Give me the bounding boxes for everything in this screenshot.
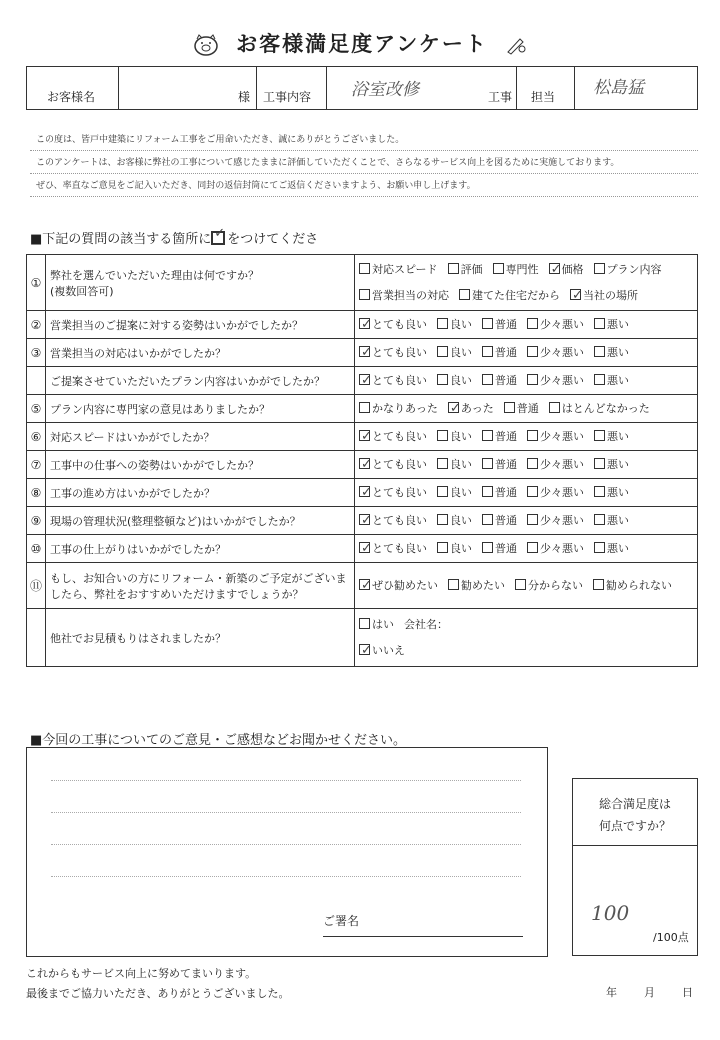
question-text: 工事の進め方はいかがでしたか？ xyxy=(50,486,215,500)
checked-checkbox-icon[interactable] xyxy=(359,458,370,469)
checkbox-icon[interactable] xyxy=(504,402,515,413)
answer-option[interactable] xyxy=(448,579,505,592)
answer-option-label: 悪い xyxy=(607,457,629,471)
question-cell xyxy=(46,395,355,423)
answer-option[interactable] xyxy=(594,542,629,555)
question-number: ① xyxy=(27,255,46,311)
checkbox-icon[interactable] xyxy=(594,458,605,469)
answer-option-label: 悪い xyxy=(607,373,629,387)
answer-option[interactable] xyxy=(482,374,517,387)
checkbox-icon[interactable] xyxy=(482,486,493,497)
answer-option-label: 会社名： xyxy=(404,617,448,631)
answer-option[interactable] xyxy=(437,486,472,499)
answer-option[interactable] xyxy=(437,318,472,331)
answer-option[interactable] xyxy=(593,579,672,592)
checked-checkbox-icon[interactable] xyxy=(359,374,370,385)
answer-option[interactable] xyxy=(527,430,584,443)
checked-checkbox-icon[interactable] xyxy=(359,430,370,441)
question-row xyxy=(27,479,698,507)
questions-table xyxy=(26,254,698,667)
question-text: 工事の仕上がりはいかがでしたか？ xyxy=(50,542,226,556)
answer-option-label: 少々悪い xyxy=(540,429,584,443)
checked-checkbox-icon[interactable] xyxy=(359,318,370,329)
question-cell xyxy=(46,535,355,563)
checkbox-icon[interactable] xyxy=(594,374,605,385)
answer-option-label: ぜひ勧めたい xyxy=(372,578,438,592)
answer-option-label: 悪い xyxy=(607,429,629,443)
answer-option-label: 勧められない xyxy=(606,578,672,592)
answer-option-label: とても良い xyxy=(372,373,427,387)
answer-option-label: とても良い xyxy=(372,485,427,499)
answer-option[interactable] xyxy=(359,514,427,527)
answer-option[interactable] xyxy=(437,514,472,527)
checkbox-icon[interactable] xyxy=(482,374,493,385)
checkbox-icon[interactable] xyxy=(482,458,493,469)
question-number: ⑦ xyxy=(27,451,46,479)
answer-option-label: 普通 xyxy=(495,373,517,387)
question-number xyxy=(27,609,46,667)
answer-option[interactable] xyxy=(437,374,472,387)
answer-option[interactable] xyxy=(594,458,629,471)
person-in-charge-label: 担当 xyxy=(531,90,556,104)
answer-option[interactable] xyxy=(527,514,584,527)
score-value[interactable]: 100 xyxy=(591,901,630,925)
checkbox-icon[interactable] xyxy=(594,263,605,274)
customer-info-box xyxy=(26,66,698,110)
answer-option[interactable] xyxy=(359,430,427,443)
question-row xyxy=(27,535,698,563)
answer-option-label: 普通 xyxy=(495,457,517,471)
answer-option-label: 悪い xyxy=(607,317,629,331)
page-title xyxy=(0,28,720,62)
answer-option-label: 普通 xyxy=(495,317,517,331)
answer-option[interactable] xyxy=(404,618,448,631)
question-number: ⑩ xyxy=(27,535,46,563)
answer-option-label: 悪い xyxy=(607,485,629,499)
answer-option[interactable] xyxy=(359,346,427,359)
question-text: もし、お知合いの方にリフォーム・新築のご予定がございましたら、弊社をおすすめいただけますでしょうか？ xyxy=(50,571,347,601)
work-content-value: 浴室改修 xyxy=(351,80,419,100)
answer-option-label: 少々悪い xyxy=(540,457,584,471)
checked-checkbox-icon[interactable] xyxy=(359,644,370,655)
answer-option-label: 普通 xyxy=(495,429,517,443)
answer-option-label: 専門性 xyxy=(505,262,539,276)
question-cell xyxy=(46,451,355,479)
checkbox-icon[interactable] xyxy=(482,430,493,441)
question-number: ⑪ xyxy=(27,563,46,609)
answer-option[interactable] xyxy=(594,346,629,359)
footer-line-2: 最後までご協力いただき、ありがとうございました。 xyxy=(26,987,290,1000)
checkbox-icon[interactable] xyxy=(437,486,448,497)
answer-option[interactable] xyxy=(527,374,584,387)
question-cell xyxy=(46,255,355,311)
answer-option-label: 良い xyxy=(450,457,472,471)
checkbox-icon[interactable] xyxy=(359,263,370,274)
answer-option[interactable] xyxy=(515,579,583,592)
answer-option[interactable] xyxy=(359,458,427,471)
answer-option[interactable] xyxy=(493,263,539,276)
title-text: お客様満足度アンケート xyxy=(236,32,488,56)
answer-option[interactable] xyxy=(359,263,438,276)
answer-option-label: 対応スピード xyxy=(372,262,438,276)
answer-option[interactable] xyxy=(527,542,584,555)
answer-options xyxy=(355,563,698,609)
answer-option[interactable] xyxy=(459,289,560,302)
answer-option-label: 良い xyxy=(450,345,472,359)
checkbox-icon[interactable] xyxy=(527,458,538,469)
answer-option-label: はい xyxy=(372,617,394,631)
question-number: ⑥ xyxy=(27,423,46,451)
question-text: 他社でお見積もりはされましたか？ xyxy=(50,631,226,645)
answer-options xyxy=(355,479,698,507)
answer-option-label: 普通 xyxy=(495,513,517,527)
answer-option-label: 普通 xyxy=(495,345,517,359)
question-row xyxy=(27,311,698,339)
question-row xyxy=(27,255,698,311)
checkbox-icon[interactable] xyxy=(482,542,493,553)
question-text: 対応スピードはいかがでしたか？ xyxy=(50,430,215,444)
question-cell xyxy=(46,367,355,395)
answer-option-label: 良い xyxy=(450,373,472,387)
question-text: ご提案させていただいたプラン内容はいかがでしたか？ xyxy=(50,374,325,388)
intro-line-3: ぜひ、率直なご意見をご記入いただき、同封の返信封筒にてご返信くださいますよう、お願い申し上げます。 xyxy=(36,181,476,191)
answer-option-label: 良い xyxy=(450,317,472,331)
question-number: ③ xyxy=(27,339,46,367)
question-text: 営業担当のご提案に対する姿勢はいかがでしたか？ xyxy=(50,318,303,332)
question-cell xyxy=(46,339,355,367)
answer-options xyxy=(355,507,698,535)
checkbox-icon[interactable] xyxy=(593,579,604,590)
checkbox-icon[interactable] xyxy=(437,542,448,553)
date-month: 月 xyxy=(644,986,655,999)
answer-option[interactable] xyxy=(482,346,517,359)
date-day: 日 xyxy=(682,986,693,999)
question-row xyxy=(27,451,698,479)
answer-option-label: 分からない xyxy=(528,578,583,592)
question-row xyxy=(27,563,698,609)
checked-checkbox-icon[interactable] xyxy=(359,579,370,590)
section-opinion-heading: ■今回の工事についてのご意見・ご感想などお聞かせください。 xyxy=(30,733,407,748)
answer-option[interactable] xyxy=(594,374,629,387)
answer-option[interactable] xyxy=(359,289,449,302)
question-number: ⑧ xyxy=(27,479,46,507)
customer-name-label: お客様名 xyxy=(47,90,96,104)
answer-option-label: 価格 xyxy=(561,262,584,276)
checked-checkbox-icon[interactable] xyxy=(359,542,370,553)
checkbox-icon[interactable] xyxy=(527,318,538,329)
score-question-line-1: 総合満足度は xyxy=(598,797,671,811)
checkbox-icon[interactable] xyxy=(482,514,493,525)
answer-option-label: 評価 xyxy=(460,262,483,276)
answer-option[interactable] xyxy=(359,318,427,331)
answer-option-label: 悪い xyxy=(607,513,629,527)
question-cell xyxy=(46,479,355,507)
answer-option-label: いいえ xyxy=(372,643,405,657)
question-subtext: (複数回答可) xyxy=(50,284,114,298)
pencil-icon xyxy=(505,35,527,60)
footer-line-1: これからもサービス向上に努めてまいります。 xyxy=(26,967,257,980)
question-cell xyxy=(46,563,355,609)
answer-option[interactable] xyxy=(359,402,438,415)
checkbox-icon[interactable] xyxy=(527,430,538,441)
answer-option[interactable] xyxy=(570,289,638,302)
answer-option[interactable] xyxy=(482,542,517,555)
checkbox-icon[interactable] xyxy=(437,318,448,329)
answer-option-label: とても良い xyxy=(372,541,427,555)
answer-options xyxy=(355,255,698,311)
question-number: ⑤ xyxy=(27,395,46,423)
score-max: /100点 xyxy=(653,931,689,944)
answer-option[interactable] xyxy=(359,579,438,592)
answer-option-label: 少々悪い xyxy=(540,541,584,555)
checkbox-icon[interactable] xyxy=(527,514,538,525)
answer-option[interactable] xyxy=(359,542,427,555)
answer-option-label: とても良い xyxy=(372,513,427,527)
checkbox-icon[interactable] xyxy=(359,402,370,413)
checkbox-icon[interactable] xyxy=(448,579,459,590)
checkbox-icon[interactable] xyxy=(359,289,370,300)
checkbox-icon[interactable] xyxy=(493,263,504,274)
answer-option[interactable] xyxy=(448,402,494,415)
answer-option-label: 建てた住宅だから xyxy=(472,288,560,302)
checkbox-icon[interactable] xyxy=(459,289,470,300)
answer-option-label: 少々悪い xyxy=(540,317,584,331)
answer-option[interactable] xyxy=(482,430,517,443)
answer-option-label: 普通 xyxy=(495,541,517,555)
answer-options xyxy=(355,367,698,395)
answer-option[interactable] xyxy=(359,486,427,499)
answer-option[interactable] xyxy=(549,402,650,415)
question-text: 現場の管理状況(整理整頓など)はいかがでしたか？ xyxy=(50,514,301,528)
checkbox-icon[interactable] xyxy=(437,514,448,525)
answer-option-label: 良い xyxy=(450,485,472,499)
answer-option[interactable] xyxy=(594,318,629,331)
question-text: 弊社を選んでいただいた理由は何ですか？ xyxy=(50,268,259,282)
question-row xyxy=(27,507,698,535)
signature-label: ご署名 xyxy=(323,914,360,928)
question-text: プラン内容に専門家の意見はありましたか？ xyxy=(50,402,270,416)
answer-option[interactable] xyxy=(482,514,517,527)
answer-options xyxy=(355,423,698,451)
answer-options xyxy=(355,311,698,339)
answer-option[interactable] xyxy=(482,486,517,499)
checkbox-icon[interactable] xyxy=(594,346,605,357)
answer-option[interactable] xyxy=(594,430,629,443)
answer-option-label: とても良い xyxy=(372,317,427,331)
question-text: 工事中の仕事への姿勢はいかがでしたか？ xyxy=(50,458,259,472)
checkbox-icon[interactable] xyxy=(527,542,538,553)
checked-checkbox-icon[interactable] xyxy=(549,263,560,274)
question-text: 営業担当の対応はいかがでしたか？ xyxy=(50,346,226,360)
overall-score-box xyxy=(572,778,698,956)
answer-option[interactable] xyxy=(594,263,662,276)
answer-option-label: 良い xyxy=(450,513,472,527)
answer-option[interactable] xyxy=(448,263,483,276)
checkbox-icon[interactable] xyxy=(527,346,538,357)
answer-option[interactable] xyxy=(594,486,629,499)
answer-option-label: 少々悪い xyxy=(540,513,584,527)
answer-option-label: 悪い xyxy=(607,541,629,555)
date-year: 年 xyxy=(606,986,617,999)
answer-option-label: とても良い xyxy=(372,429,427,443)
answer-option-label: かなりあった xyxy=(372,401,438,415)
checkbox-icon[interactable] xyxy=(594,486,605,497)
answer-option[interactable] xyxy=(594,514,629,527)
answer-option-label: 勧めたい xyxy=(461,578,505,592)
checkbox-icon[interactable] xyxy=(359,618,370,629)
person-in-charge-value: 松島猛 xyxy=(593,78,644,98)
answer-option-label: 少々悪い xyxy=(540,373,584,387)
answer-option[interactable] xyxy=(504,402,539,415)
intro-line-2: このアンケートは、お客様に弊社の工事について感じたままに評価していただくことで、さらなるサービス向上を図るために実施しております。 xyxy=(36,158,620,168)
answer-option[interactable] xyxy=(437,430,472,443)
checkbox-icon[interactable] xyxy=(549,402,560,413)
question-row xyxy=(27,367,698,395)
sama-label: 様 xyxy=(237,90,250,104)
checkbox-icon[interactable] xyxy=(437,458,448,469)
work-suffix-label: 工事 xyxy=(487,90,512,104)
answer-option[interactable] xyxy=(437,458,472,471)
answer-option[interactable] xyxy=(549,263,584,276)
answer-options xyxy=(355,395,698,423)
answer-option-label: あった xyxy=(460,401,494,415)
checkbox-icon[interactable] xyxy=(527,486,538,497)
checked-checkbox-icon[interactable] xyxy=(570,289,581,300)
checked-checkbox-icon[interactable] xyxy=(359,346,370,357)
question-number xyxy=(27,367,46,395)
pig-logo-icon xyxy=(193,33,219,62)
answer-option-label: とても良い xyxy=(372,345,427,359)
answer-option-label: 営業担当の対応 xyxy=(372,288,449,302)
checked-checkbox-icon[interactable] xyxy=(448,402,459,413)
answer-option[interactable] xyxy=(527,486,584,499)
answer-option[interactable] xyxy=(359,374,427,387)
checkbox-example-icon xyxy=(211,231,225,245)
answer-options xyxy=(355,451,698,479)
checkbox-icon[interactable] xyxy=(594,318,605,329)
checkbox-icon[interactable] xyxy=(594,542,605,553)
checkbox-icon[interactable] xyxy=(437,430,448,441)
answer-options xyxy=(355,609,698,667)
answer-option-label: 少々悪い xyxy=(540,485,584,499)
checkbox-icon[interactable] xyxy=(482,346,493,357)
answer-option-label: 良い xyxy=(450,429,472,443)
answer-option-label: はとんどなかった xyxy=(561,401,650,415)
question-number: ② xyxy=(27,311,46,339)
answer-option-label: 当社の場所 xyxy=(583,288,638,302)
section-questions-heading: ■下記の質問の該当する箇所に✓ をつけてくださ xyxy=(30,228,318,247)
checked-checkbox-icon[interactable] xyxy=(359,514,370,525)
question-row xyxy=(27,339,698,367)
checkbox-icon[interactable] xyxy=(482,318,493,329)
checkbox-icon[interactable] xyxy=(448,263,459,274)
answer-option-label: 普通 xyxy=(516,401,539,415)
answer-option-label: 普通 xyxy=(495,485,517,499)
checkbox-icon[interactable] xyxy=(515,579,526,590)
answer-option[interactable] xyxy=(527,318,584,331)
answer-options xyxy=(355,535,698,563)
question-cell xyxy=(46,507,355,535)
checkbox-icon[interactable] xyxy=(594,514,605,525)
opinion-box[interactable] xyxy=(26,747,548,957)
signature-line[interactable] xyxy=(323,936,523,937)
checkbox-icon[interactable] xyxy=(527,374,538,385)
answer-option[interactable] xyxy=(437,542,472,555)
question-cell xyxy=(46,423,355,451)
question-cell xyxy=(46,311,355,339)
answer-options xyxy=(355,339,698,367)
question-row xyxy=(27,395,698,423)
answer-option[interactable] xyxy=(359,618,394,631)
answer-option[interactable] xyxy=(482,458,517,471)
answer-option[interactable] xyxy=(527,458,584,471)
checkbox-icon[interactable] xyxy=(594,430,605,441)
answer-option-label: 少々悪い xyxy=(540,345,584,359)
question-row xyxy=(27,609,698,667)
question-number: ⑨ xyxy=(27,507,46,535)
answer-option[interactable] xyxy=(437,346,472,359)
answer-option-label: 悪い xyxy=(607,345,629,359)
answer-option[interactable] xyxy=(359,644,405,657)
question-cell xyxy=(46,609,355,667)
checkbox-icon[interactable] xyxy=(437,346,448,357)
answer-option[interactable] xyxy=(527,346,584,359)
answer-option-label: プラン内容 xyxy=(606,262,662,276)
checkbox-icon[interactable] xyxy=(437,374,448,385)
checked-checkbox-icon[interactable] xyxy=(359,486,370,497)
answer-option-label: とても良い xyxy=(372,457,427,471)
question-row xyxy=(27,423,698,451)
answer-option-label: 良い xyxy=(450,541,472,555)
answer-option[interactable] xyxy=(482,318,517,331)
intro-line-1: この度は、皆戸中建築にリフォーム工事をご用命いただき、誠にありがとうございました。 xyxy=(36,135,405,145)
work-content-label: 工事内容 xyxy=(263,90,312,104)
score-question-line-2: 何点ですか？ xyxy=(598,819,671,833)
